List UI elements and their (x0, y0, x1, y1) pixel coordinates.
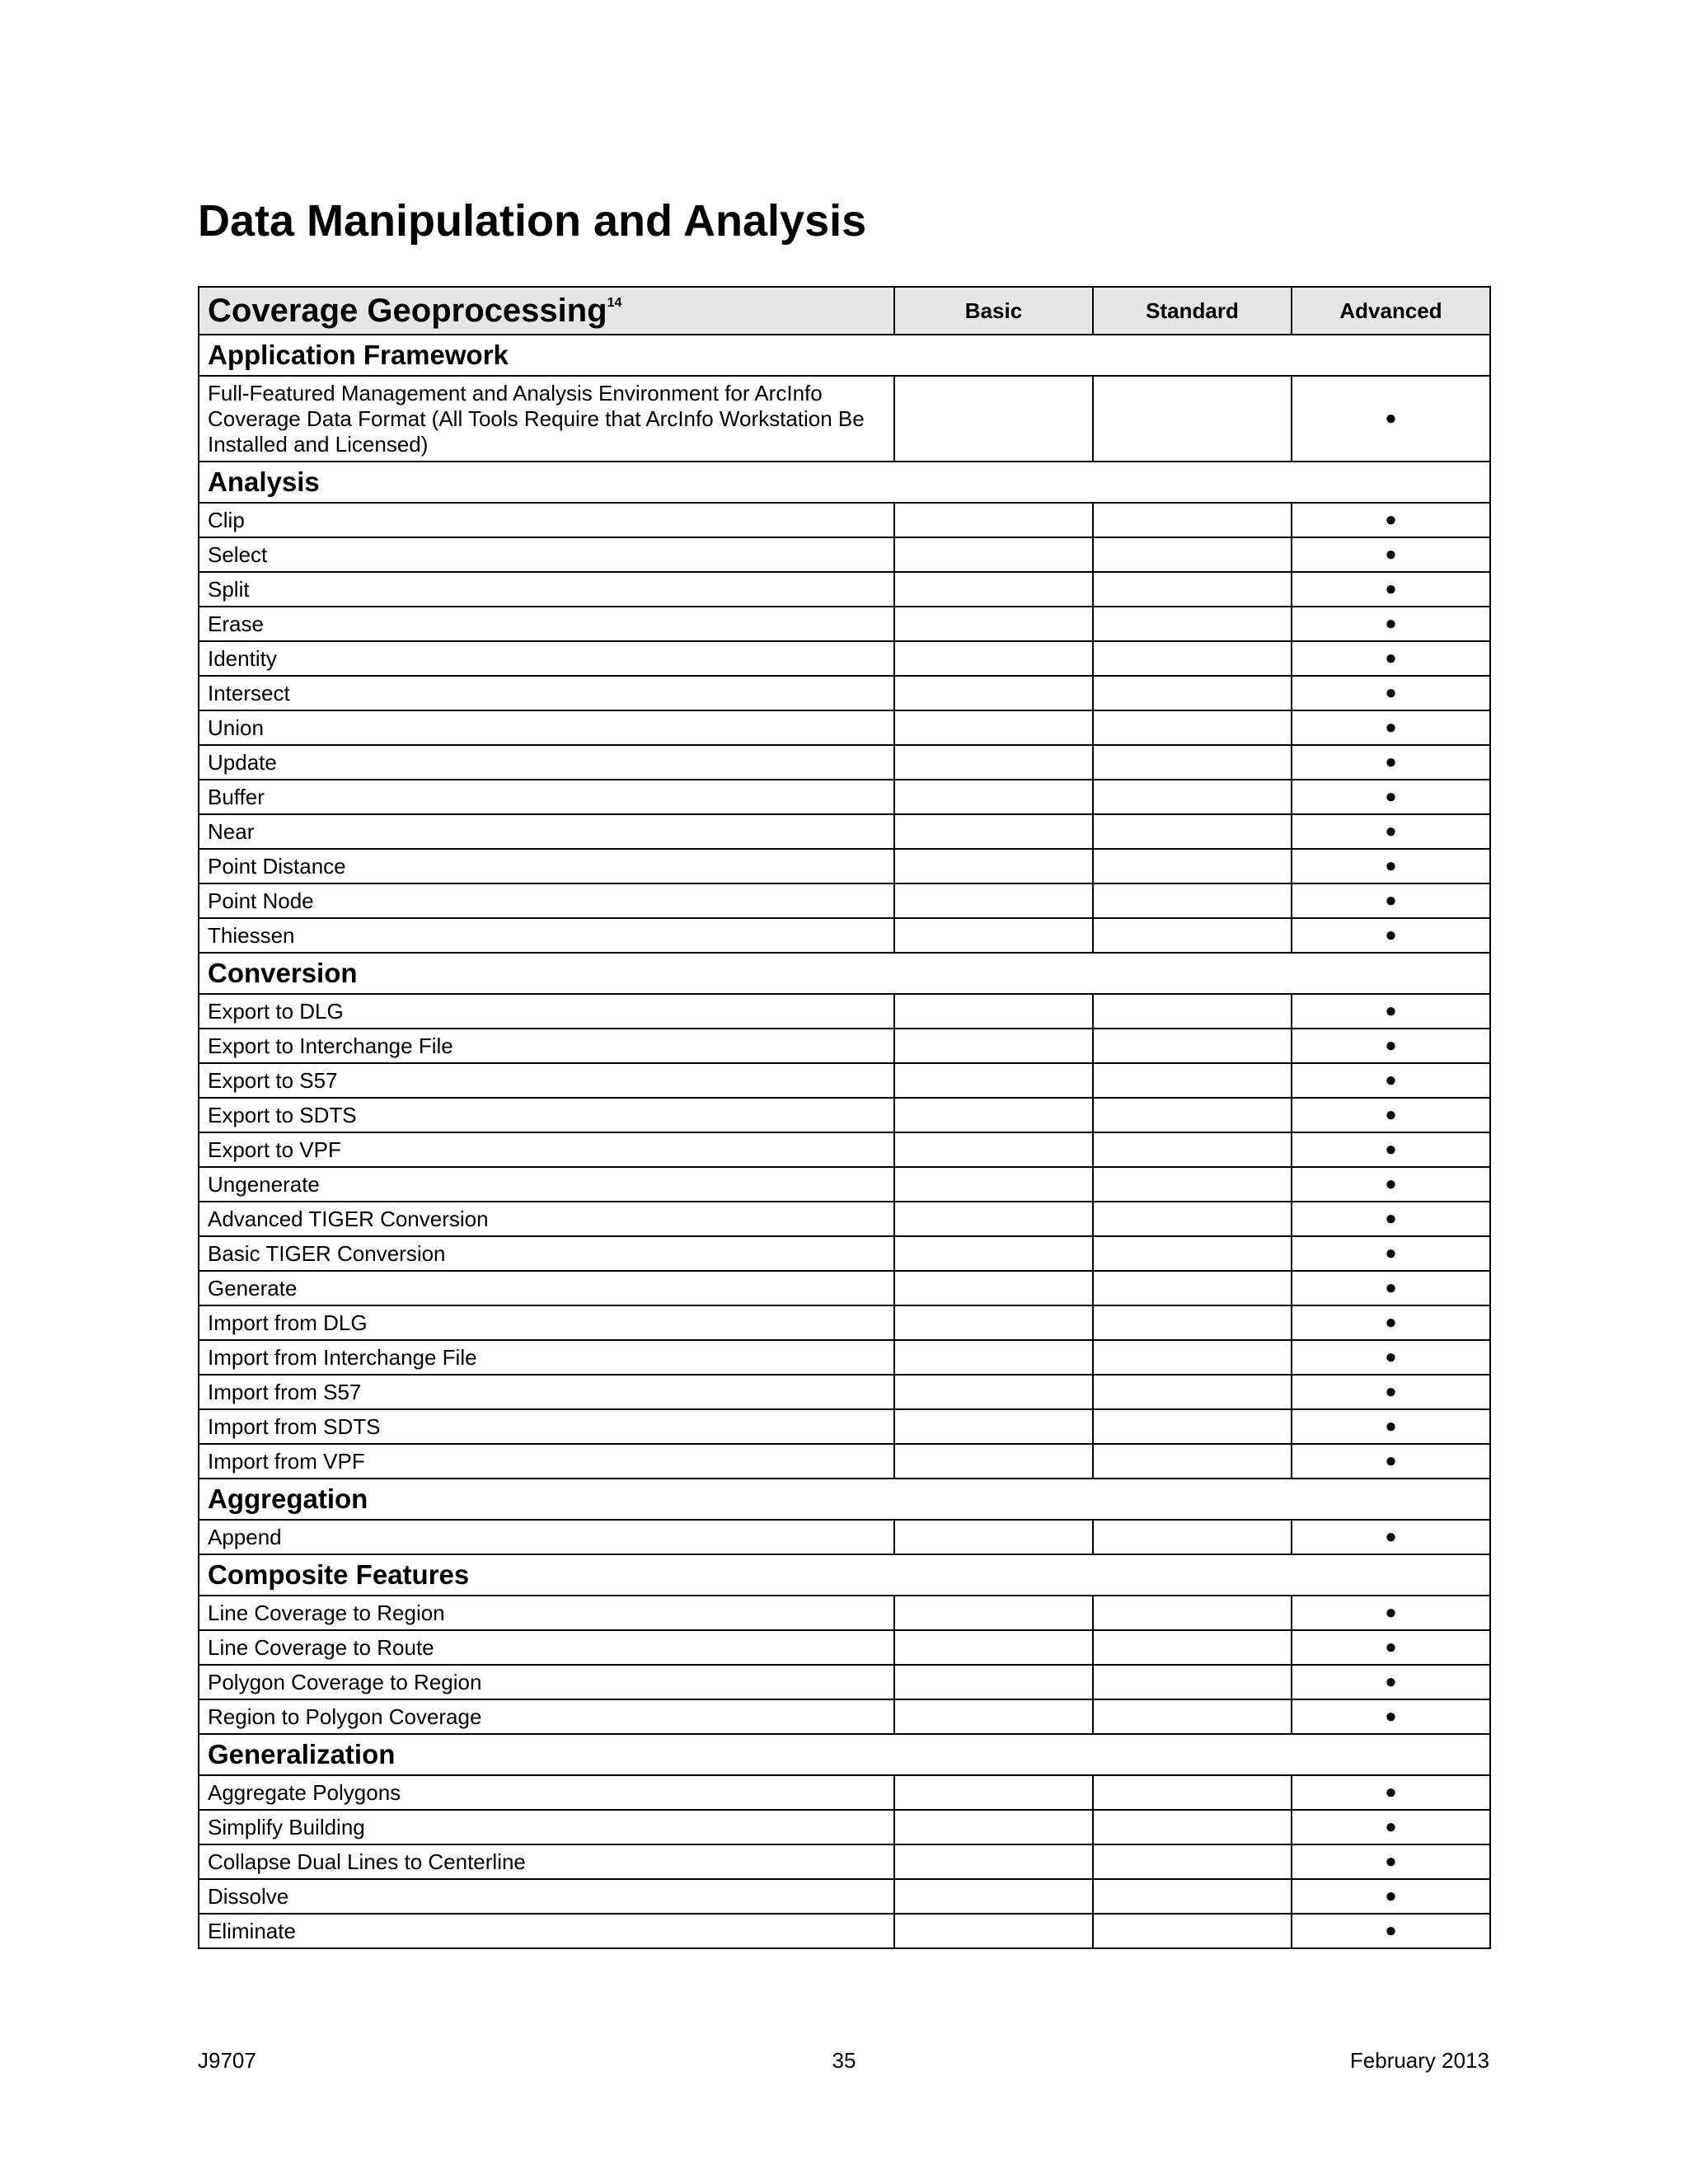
column-header-basic: Basic (894, 287, 1093, 335)
availability-standard (1093, 537, 1292, 572)
availability-dot-icon: ● (1385, 1671, 1397, 1693)
availability-standard (1093, 883, 1292, 918)
availability-dot-icon: ● (1385, 820, 1397, 842)
availability-standard (1093, 1098, 1292, 1132)
availability-basic (894, 1271, 1093, 1305)
availability-dot-icon: ● (1385, 889, 1397, 912)
availability-standard (1093, 1132, 1292, 1167)
availability-standard (1093, 1167, 1292, 1202)
table-row (199, 883, 1490, 918)
availability-standard (1093, 1630, 1292, 1665)
availability-advanced (1292, 1520, 1490, 1554)
section-header-row (199, 335, 1490, 376)
table-row (199, 1879, 1490, 1914)
availability-standard (1093, 918, 1292, 953)
availability-dot-icon: ● (1385, 1277, 1397, 1299)
table-row (199, 1375, 1490, 1409)
availability-dot-icon: ● (1385, 1000, 1397, 1022)
availability-standard (1093, 376, 1292, 462)
table-row (199, 1305, 1490, 1340)
table-row (199, 1630, 1490, 1665)
availability-basic (894, 1630, 1093, 1665)
availability-basic (894, 572, 1093, 607)
tool-name: Export to Interchange File (199, 1029, 894, 1063)
availability-basic (894, 883, 1093, 918)
table-row (199, 676, 1490, 710)
availability-advanced (1292, 1305, 1490, 1340)
availability-advanced (1292, 1167, 1490, 1202)
footer-page-number: 35 (832, 2048, 856, 2073)
section-header-row (199, 1734, 1490, 1775)
tool-name: Import from SDTS (199, 1409, 894, 1444)
availability-standard (1093, 1340, 1292, 1375)
availability-basic (894, 745, 1093, 780)
table-row (199, 641, 1490, 676)
availability-standard (1093, 1409, 1292, 1444)
table-row (199, 1202, 1490, 1236)
availability-basic (894, 918, 1093, 953)
availability-dot-icon: ● (1385, 647, 1397, 669)
tool-name: Aggregate Polygons (199, 1775, 894, 1810)
availability-dot-icon: ● (1385, 1207, 1397, 1230)
availability-basic (894, 1810, 1093, 1844)
availability-dot-icon: ● (1385, 612, 1397, 635)
tool-name: Identity (199, 641, 894, 676)
table-row (199, 537, 1490, 572)
tool-name: Full-Featured Management and Analysis Environment for ArcInfo Coverage Data Format (All Tools Require that ArcInfo Workstation Be Installed and Licensed) (199, 376, 894, 462)
table-row (199, 376, 1490, 462)
table-row (199, 1029, 1490, 1063)
availability-advanced (1292, 849, 1490, 883)
availability-basic (894, 814, 1093, 849)
availability-basic (894, 1879, 1093, 1914)
page-title: Data Manipulation and Analysis (198, 196, 867, 246)
availability-basic (894, 1699, 1093, 1734)
availability-basic (894, 1098, 1093, 1132)
availability-advanced (1292, 1409, 1490, 1444)
availability-advanced (1292, 1375, 1490, 1409)
table-row (199, 1914, 1490, 1948)
table-title-text: Coverage Geoprocessing (208, 292, 607, 329)
availability-advanced (1292, 1844, 1490, 1879)
availability-basic (894, 537, 1093, 572)
table-row (199, 1409, 1490, 1444)
availability-dot-icon: ● (1385, 1601, 1397, 1624)
availability-standard (1093, 814, 1292, 849)
table-row (199, 1271, 1490, 1305)
tool-name: Point Distance (199, 849, 894, 883)
availability-standard (1093, 1271, 1292, 1305)
availability-basic (894, 1444, 1093, 1479)
table-row (199, 710, 1490, 745)
availability-advanced (1292, 1098, 1490, 1132)
availability-dot-icon: ● (1385, 1069, 1397, 1091)
availability-advanced (1292, 1879, 1490, 1914)
availability-dot-icon: ● (1385, 751, 1397, 773)
availability-standard (1093, 1810, 1292, 1844)
tool-name: Import from VPF (199, 1444, 894, 1479)
tool-name: Export to S57 (199, 1063, 894, 1098)
column-header-advanced: Advanced (1292, 287, 1490, 335)
availability-advanced (1292, 1810, 1490, 1844)
availability-dot-icon: ● (1385, 1705, 1397, 1727)
availability-advanced (1292, 1665, 1490, 1699)
table-row (199, 1098, 1490, 1132)
availability-standard (1093, 1063, 1292, 1098)
availability-advanced (1292, 745, 1490, 780)
availability-advanced (1292, 883, 1490, 918)
footer-doc-id: J9707 (198, 2048, 256, 2073)
availability-basic (894, 994, 1093, 1029)
availability-dot-icon: ● (1385, 1415, 1397, 1437)
availability-standard (1093, 503, 1292, 537)
availability-standard (1093, 1029, 1292, 1063)
availability-basic (894, 1305, 1093, 1340)
availability-basic (894, 641, 1093, 676)
availability-advanced (1292, 1271, 1490, 1305)
table-row (199, 814, 1490, 849)
availability-dot-icon: ● (1385, 1173, 1397, 1195)
availability-basic (894, 710, 1093, 745)
tool-name: Point Node (199, 883, 894, 918)
section-title: Composite Features (199, 1554, 1490, 1596)
tool-name: Line Coverage to Route (199, 1630, 894, 1665)
availability-standard (1093, 1596, 1292, 1630)
availability-standard (1093, 710, 1292, 745)
tool-name: Ungenerate (199, 1167, 894, 1202)
table-row (199, 849, 1490, 883)
availability-standard (1093, 745, 1292, 780)
section-title: Aggregation (199, 1479, 1490, 1520)
tool-name: Intersect (199, 676, 894, 710)
availability-advanced (1292, 676, 1490, 710)
availability-basic (894, 1132, 1093, 1167)
table-row (199, 1844, 1490, 1879)
table-body (199, 335, 1490, 1948)
availability-advanced (1292, 1202, 1490, 1236)
availability-standard (1093, 1665, 1292, 1699)
table-row (199, 503, 1490, 537)
availability-dot-icon: ● (1385, 1034, 1397, 1057)
availability-advanced (1292, 572, 1490, 607)
availability-dot-icon: ● (1385, 1885, 1397, 1907)
availability-dot-icon: ● (1385, 1138, 1397, 1160)
availability-basic (894, 1236, 1093, 1271)
availability-basic (894, 376, 1093, 462)
availability-standard (1093, 641, 1292, 676)
section-title: Conversion (199, 953, 1490, 994)
availability-advanced (1292, 1630, 1490, 1665)
section-title: Generalization (199, 1734, 1490, 1775)
availability-advanced (1292, 1914, 1490, 1948)
availability-advanced (1292, 814, 1490, 849)
tool-name: Thiessen (199, 918, 894, 953)
availability-basic (894, 676, 1093, 710)
availability-advanced (1292, 1596, 1490, 1630)
tool-name: Export to VPF (199, 1132, 894, 1167)
availability-dot-icon: ● (1385, 785, 1397, 808)
availability-basic (894, 849, 1093, 883)
tool-name: Update (199, 745, 894, 780)
section-header-row (199, 462, 1490, 503)
footnote-marker: 14 (607, 295, 622, 310)
availability-basic (894, 1029, 1093, 1063)
availability-basic (894, 1844, 1093, 1879)
availability-dot-icon: ● (1385, 1919, 1397, 1942)
availability-basic (894, 503, 1093, 537)
availability-standard (1093, 994, 1292, 1029)
coverage-geoprocessing-table (198, 286, 1491, 1949)
section-title: Application Framework (199, 335, 1490, 376)
section-title: Analysis (199, 462, 1490, 503)
section-header-row (199, 1554, 1490, 1596)
availability-standard (1093, 676, 1292, 710)
tool-name: Erase (199, 607, 894, 641)
table-row (199, 1596, 1490, 1630)
table-row (199, 1699, 1490, 1734)
footer-date: February 2013 (1349, 2048, 1489, 2073)
availability-advanced (1292, 1699, 1490, 1734)
availability-basic (894, 1914, 1093, 1948)
availability-dot-icon: ● (1385, 855, 1397, 877)
availability-dot-icon: ● (1385, 1526, 1397, 1548)
table-row (199, 780, 1490, 814)
tool-name: Line Coverage to Region (199, 1596, 894, 1630)
availability-advanced (1292, 1063, 1490, 1098)
tool-name: Union (199, 710, 894, 745)
tool-name: Export to DLG (199, 994, 894, 1029)
tool-name: Import from S57 (199, 1375, 894, 1409)
availability-standard (1093, 1775, 1292, 1810)
availability-dot-icon: ● (1385, 1816, 1397, 1838)
tool-name: Collapse Dual Lines to Centerline (199, 1844, 894, 1879)
tool-name: Export to SDTS (199, 1098, 894, 1132)
availability-advanced (1292, 1775, 1490, 1810)
availability-standard (1093, 1202, 1292, 1236)
tool-name: Dissolve (199, 1879, 894, 1914)
availability-dot-icon: ● (1385, 1450, 1397, 1472)
tool-name: Polygon Coverage to Region (199, 1665, 894, 1699)
section-header-row (199, 1479, 1490, 1520)
availability-basic (894, 1063, 1093, 1098)
availability-advanced (1292, 710, 1490, 745)
table-row (199, 1520, 1490, 1554)
tool-name: Advanced TIGER Conversion (199, 1202, 894, 1236)
table-row (199, 572, 1490, 607)
table-row (199, 745, 1490, 780)
table-row (199, 1775, 1490, 1810)
availability-dot-icon: ● (1385, 682, 1397, 704)
availability-standard (1093, 1844, 1292, 1879)
availability-basic (894, 1596, 1093, 1630)
availability-standard (1093, 849, 1292, 883)
table-header-row (199, 287, 1490, 335)
table-row (199, 1444, 1490, 1479)
availability-basic (894, 1340, 1093, 1375)
section-header-row (199, 953, 1490, 994)
availability-dot-icon: ● (1385, 543, 1397, 565)
availability-standard (1093, 607, 1292, 641)
tool-name: Append (199, 1520, 894, 1554)
tool-name: Near (199, 814, 894, 849)
tool-name: Simplify Building (199, 1810, 894, 1844)
table-row (199, 994, 1490, 1029)
availability-advanced (1292, 1340, 1490, 1375)
tool-name: Region to Polygon Coverage (199, 1699, 894, 1734)
availability-dot-icon: ● (1385, 1242, 1397, 1264)
tool-name: Buffer (199, 780, 894, 814)
availability-advanced (1292, 1236, 1490, 1271)
table-row (199, 1340, 1490, 1375)
availability-dot-icon: ● (1385, 578, 1397, 600)
availability-basic (894, 1167, 1093, 1202)
table-row (199, 1132, 1490, 1167)
availability-standard (1093, 1520, 1292, 1554)
table-row (199, 1167, 1490, 1202)
availability-basic (894, 1375, 1093, 1409)
availability-dot-icon: ● (1385, 1311, 1397, 1333)
tool-name: Generate (199, 1271, 894, 1305)
table-row (199, 607, 1490, 641)
availability-advanced (1292, 607, 1490, 641)
availability-basic (894, 1665, 1093, 1699)
tool-name: Import from Interchange File (199, 1340, 894, 1375)
tool-name: Basic TIGER Conversion (199, 1236, 894, 1271)
availability-standard (1093, 780, 1292, 814)
availability-dot-icon: ● (1385, 1346, 1397, 1368)
availability-advanced (1292, 994, 1490, 1029)
availability-basic (894, 780, 1093, 814)
availability-standard (1093, 1375, 1292, 1409)
availability-basic (894, 1202, 1093, 1236)
availability-basic (894, 607, 1093, 641)
tool-name: Select (199, 537, 894, 572)
availability-standard (1093, 1699, 1292, 1734)
availability-advanced (1292, 780, 1490, 814)
availability-basic (894, 1775, 1093, 1810)
availability-advanced (1292, 503, 1490, 537)
availability-standard (1093, 1879, 1292, 1914)
availability-advanced (1292, 1132, 1490, 1167)
availability-dot-icon: ● (1385, 924, 1397, 946)
availability-dot-icon: ● (1385, 1104, 1397, 1126)
availability-standard (1093, 1305, 1292, 1340)
tool-name: Split (199, 572, 894, 607)
availability-dot-icon: ● (1385, 1781, 1397, 1803)
table-row (199, 1236, 1490, 1271)
column-header-standard: Standard (1093, 287, 1292, 335)
table-title (199, 287, 894, 335)
tool-name: Eliminate (199, 1914, 894, 1948)
table-row (199, 1810, 1490, 1844)
table-row (199, 1665, 1490, 1699)
availability-dot-icon: ● (1385, 716, 1397, 738)
availability-basic (894, 1409, 1093, 1444)
availability-advanced (1292, 641, 1490, 676)
availability-dot-icon: ● (1385, 1636, 1397, 1658)
availability-advanced (1292, 1029, 1490, 1063)
tool-name: Import from DLG (199, 1305, 894, 1340)
availability-standard (1093, 1444, 1292, 1479)
availability-advanced (1292, 918, 1490, 953)
availability-basic (894, 1520, 1093, 1554)
availability-advanced (1292, 376, 1490, 462)
availability-advanced (1292, 1444, 1490, 1479)
availability-advanced (1292, 537, 1490, 572)
table-row (199, 1063, 1490, 1098)
availability-dot-icon: ● (1385, 1380, 1397, 1403)
availability-dot-icon: ● (1385, 509, 1397, 531)
availability-dot-icon: ● (1385, 407, 1397, 429)
availability-standard (1093, 572, 1292, 607)
table-row (199, 918, 1490, 953)
availability-standard (1093, 1914, 1292, 1948)
availability-standard (1093, 1236, 1292, 1271)
availability-dot-icon: ● (1385, 1850, 1397, 1872)
tool-name: Clip (199, 503, 894, 537)
